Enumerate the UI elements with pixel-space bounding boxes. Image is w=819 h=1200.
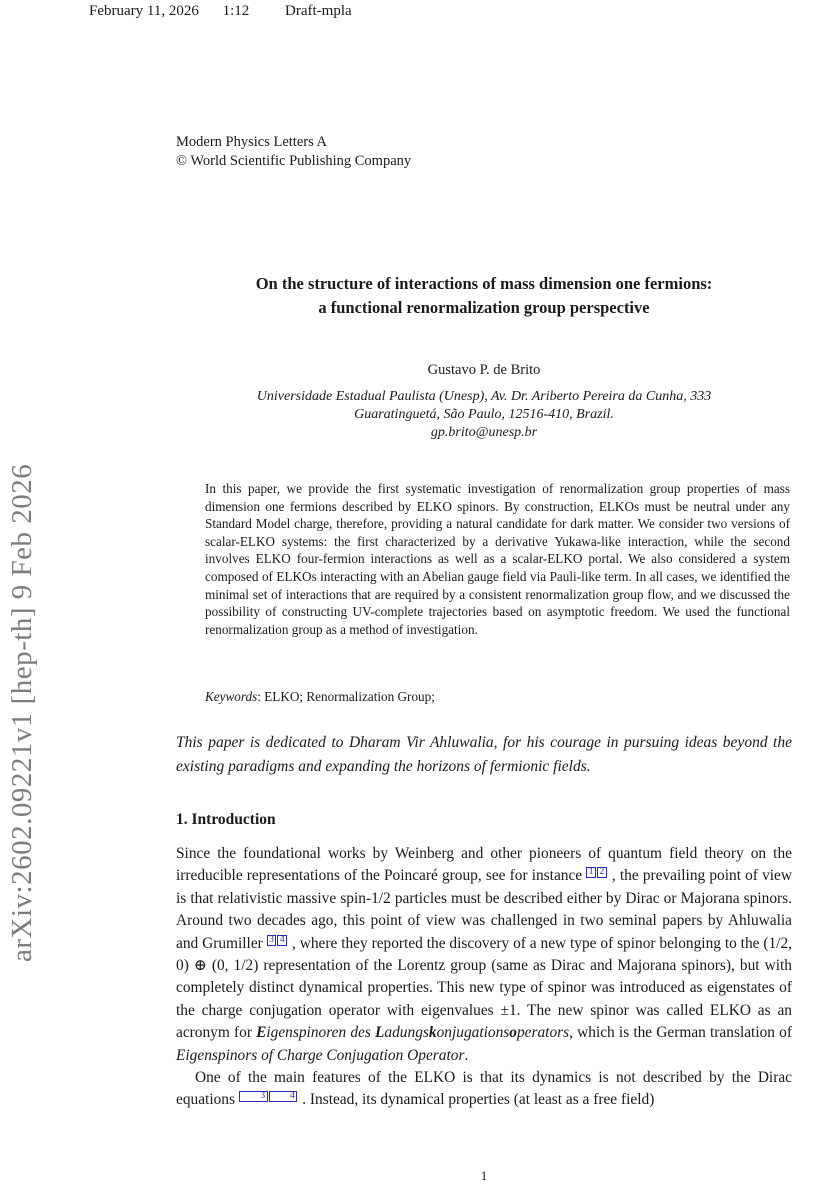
author-affiliation — [176, 388, 792, 442]
journal-block — [176, 133, 411, 170]
text-segment: , where they reported the discovery of a new type of spinor belonging to the (1/2, 0) ⊕ (0, 1/2) representation of the Lorentz group (same as Dirac and Majorana spinors), but with completely distinct dynamical properties. This new type of spinor was introduced as eigenstates of the charge conjugation operator with eigenvalues ±1. The new spinor was called ELKO as an acronym for — [176, 934, 792, 1042]
draft-header — [89, 3, 352, 20]
affiliation-line1: Universidade Estadual Paulista (Unesp), Av. Dr. Ariberto Pereira da Cunha, 333 — [256, 389, 712, 404]
paper-title-line2: a functional renormalization group perspective — [318, 298, 650, 317]
citation-link-2[interactable]: 2 — [597, 867, 607, 878]
text-segment: onjugations — [436, 1024, 510, 1042]
text-segment: L — [375, 1024, 385, 1042]
text-segment: Since the foundational works by Weinberg and other pioneers of quantum field theory on the irreducible representations of the Poincaré group, see for instance — [176, 845, 792, 885]
keywords-label: Keywords — [205, 689, 258, 704]
keywords-line — [205, 689, 790, 705]
page-number: 1 — [480, 1168, 488, 1183]
section-heading-introduction: 1. Introduction — [176, 811, 276, 828]
header-time: 1:12 — [222, 3, 250, 19]
header-doc-name: Draft-mpla — [285, 3, 352, 19]
text-segment: . — [464, 1046, 469, 1064]
dedication-text: This paper is dedicated to Dharam Vir Ahluwalia, for his courage in pursuing ideas beyond the existing paradigms and expanding the horizons of fermionic fields. — [176, 734, 792, 775]
text-segment: o — [509, 1024, 517, 1042]
text-segment: . Instead, its dynamical properties (at least as a free field) — [298, 1091, 655, 1109]
citation-link-4b[interactable]: 4 — [269, 1091, 298, 1102]
arxiv-identifier: arXiv:2602.09221v1 [hep-th] 9 Feb 2026 — [6, 463, 38, 962]
paper-title-line1: On the structure of interactions of mass dimension one fermions: — [255, 274, 713, 293]
author-name: Gustavo P. de Brito — [427, 362, 541, 378]
citation-link-4[interactable]: 4 — [277, 935, 287, 946]
introduction-body — [176, 843, 792, 1112]
text-segment: igenspinoren des — [266, 1024, 375, 1042]
header-date: February 11, 2026 — [89, 3, 199, 19]
citation-link-3b[interactable]: 3 — [239, 1091, 268, 1102]
text-segment: E — [256, 1024, 267, 1042]
citation-link-3[interactable]: 3 — [267, 935, 277, 946]
text-segment: Eigenspinors of Charge Conjugation Operator — [176, 1046, 465, 1064]
journal-copyright: © World Scientific Publishing Company — [176, 152, 412, 169]
affiliation-line2: Guaratinguetá, São Paulo, 12516-410, Brazil. — [354, 406, 614, 422]
abstract-text: In this paper, we provide the first systematic investigation of renormalization group properties of mass dimension one fermions described by ELKO spinors. By construction, ELKOs must be neutral under any Standard Model charge, therefore, providing a natural candidate for dark matter. We consider two versions of scalar-ELKO systems: the first characterized by a derivative Yukawa-like interaction, while the second involves ELKO four-fermion interactions as well as a scalar-ELKO portal. We also considered a system composed of ELKOs interacting with an Abelian gauge field via Pauli-like term. In all cases, we identified the minimal set of interactions that are required by a consistent renormalization group flow, and we discussed the possibility of constructing UV-complete trajectories based on asymptotic freedom. We used the functional renormalization group as a method of investigation. — [205, 481, 790, 637]
text-segment: k — [428, 1024, 437, 1042]
text-segment: , the prevailing point of view is that relativistic massive spin-1/2 particles must be described either by Dirac or Majorana spinors. Around two decades ago, this point of view was challenged in two seminal papers by Ahluwalia and Grumiller — [176, 867, 792, 952]
journal-name: Modern Physics Letters A — [176, 134, 328, 150]
paper-title — [176, 272, 792, 320]
text-segment: One of the main features of the ELKO is that its dynamics is not described by the Dirac equations — [176, 1069, 792, 1109]
text-segment: perators — [516, 1024, 570, 1042]
text-segment: adungs — [384, 1024, 429, 1042]
text-segment: , which is the German translation of — [569, 1024, 792, 1042]
author-email: gp.brito@unesp.br — [430, 425, 538, 440]
keywords-value: : ELKO; Renormalization Group; — [257, 689, 435, 704]
intro-paragraph-2 — [176, 1067, 792, 1112]
citation-link-1[interactable]: 1 — [586, 867, 596, 878]
intro-paragraph-1 — [176, 843, 792, 1067]
